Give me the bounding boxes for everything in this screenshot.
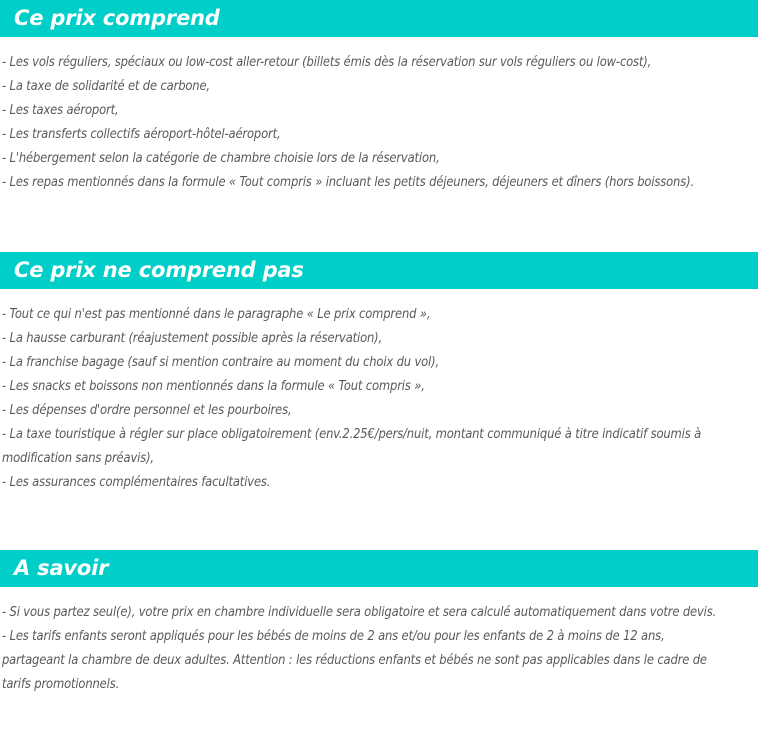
section-body-notice <box>0 587 758 696</box>
list-item: - Les repas mentionnés dans la formule « Tout compris » incluant les petits déjeuners, déjeuners et dîners (hors boissons). <box>2 174 694 190</box>
section-spacer <box>0 494 758 550</box>
list-item: - Les transferts collectifs aéroport-hôtel-aéroport, <box>2 126 281 142</box>
list-item: - La hausse carburant (réajustement possible après la réservation), <box>2 330 383 346</box>
list-item: - Les dépenses d'ordre personnel et les pourboires, <box>2 402 292 418</box>
list-item: - Les vols réguliers, spéciaux ou low-cost aller-retour (billets émis dès la réservation sur vols réguliers ou low-cost), <box>2 54 652 70</box>
list-item: - Les tarifs enfants seront appliqués pour les bébés de moins de 2 ans et/ou pour les enfants de 2 à moins de 12 ans, partageant la chambre de deux adultes. Attention : les réductions enfants et bébés ne sont pas applicables dans le cadre de tarifs promotionnels. <box>2 628 707 692</box>
section-body-included <box>0 37 758 194</box>
section-spacer <box>0 194 758 252</box>
list-item: - Tout ce qui n'est pas mentionné dans le paragraphe « Le prix comprend », <box>2 306 431 322</box>
section-ce-prix-comprend <box>0 0 758 194</box>
list-item: - La taxe touristique à régler sur place obligatoirement (env.2.25€/pers/nuit, montant communiqué à titre indicatif soumis à modification sans préavis), <box>2 426 702 466</box>
section-header-banner-included <box>0 0 758 37</box>
section-title-included: Ce prix comprend <box>14 6 220 30</box>
list-item: - Les snacks et boissons non mentionnés dans la formule « Tout compris », <box>2 378 425 394</box>
section-a-savoir <box>0 550 758 696</box>
section-title-excluded: Ce prix ne comprend pas <box>14 258 304 282</box>
list-item: - Si vous partez seul(e), votre prix en chambre individuelle sera obligatoire et sera calculé automatiquement dans votre devis. <box>2 604 717 620</box>
section-header-banner-excluded <box>0 252 758 289</box>
section-ce-prix-ne-comprend-pas <box>0 252 758 494</box>
list-item: - La franchise bagage (sauf si mention contraire au moment du choix du vol), <box>2 354 440 370</box>
list-item: - Les taxes aéroport, <box>2 102 119 118</box>
section-header-banner-notice <box>0 550 758 587</box>
list-item: - Les assurances complémentaires facultatives. <box>2 474 271 490</box>
list-item: - L'hébergement selon la catégorie de chambre choisie lors de la réservation, <box>2 150 440 166</box>
section-title-notice: A savoir <box>14 556 109 580</box>
section-body-excluded <box>0 289 758 494</box>
list-item: - La taxe de solidarité et de carbone, <box>2 78 210 94</box>
